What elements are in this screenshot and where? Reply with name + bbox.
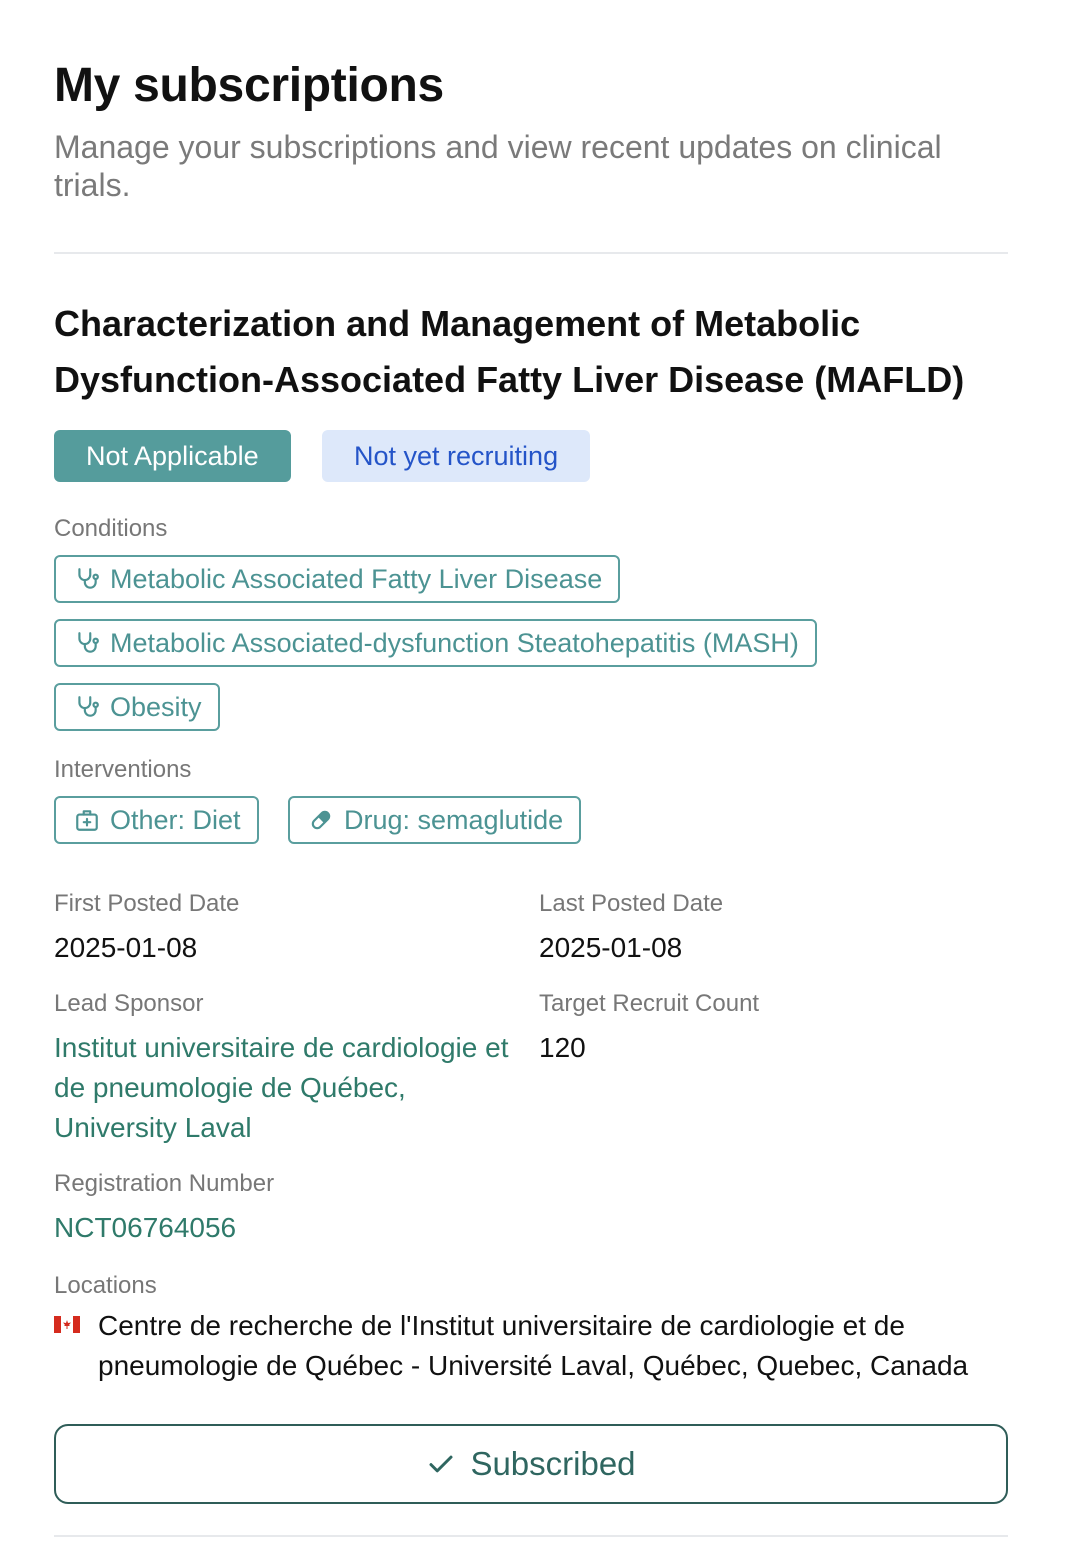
trial-title[interactable]: Characterization and Management of Metabolic Dysfunction-Associated Fatty Liver Disease (MAFLD) <box>54 303 965 400</box>
interventions-label: Interventions <box>54 756 192 783</box>
page-subtitle: Manage your subscriptions and view recent updates on clinical trials. <box>54 129 942 203</box>
last-posted-value: 2025-01-08 <box>539 932 683 963</box>
last-posted-label: Last Posted Date <box>539 890 724 917</box>
lead-sponsor-label: Lead Sponsor <box>54 990 204 1017</box>
condition-chip[interactable] <box>54 683 220 731</box>
subscribed-button[interactable] <box>54 1424 1008 1504</box>
condition-chip[interactable] <box>54 619 817 667</box>
registration-number-link[interactable]: NCT06764056 <box>54 1212 237 1243</box>
lead-sponsor-link[interactable]: Institut universitaire de cardiologie et de pneumologie de Québec, University Laval <box>54 1032 509 1143</box>
page-title: My subscriptions <box>54 59 444 112</box>
stethoscope-icon <box>74 694 100 720</box>
condition-label: Obesity <box>110 692 202 722</box>
first-posted-value: 2025-01-08 <box>54 932 198 963</box>
canada-flag-icon <box>54 1316 80 1333</box>
phase-badge: Not Applicable <box>54 430 291 482</box>
intervention-chip[interactable] <box>54 796 259 844</box>
card-divider <box>54 1535 1008 1537</box>
registration-label: Registration Number <box>54 1170 275 1197</box>
target-recruit-label: Target Recruit Count <box>539 990 760 1017</box>
intervention-label: Other: Diet <box>110 805 241 835</box>
stethoscope-icon <box>74 630 100 656</box>
stethoscope-icon <box>74 566 100 592</box>
location-item <box>54 1306 1008 1386</box>
check-icon <box>426 1449 456 1479</box>
intervention-chip[interactable] <box>288 796 581 844</box>
intervention-label: Drug: semaglutide <box>344 805 564 835</box>
first-posted-label: First Posted Date <box>54 890 240 917</box>
subscribed-button-label: Subscribed <box>470 1445 636 1482</box>
location-text: Centre de recherche de l'Institut universitaire de cardiologie et de pneumologie de Québec - Université Laval, Québec, Quebec, Canada <box>98 1310 969 1381</box>
conditions-label: Conditions <box>54 515 168 542</box>
locations-label: Locations <box>54 1272 157 1299</box>
target-recruit-value: 120 <box>539 1032 586 1063</box>
condition-chip[interactable] <box>54 555 620 603</box>
condition-label: Metabolic Associated Fatty Liver Disease <box>110 564 603 594</box>
condition-label: Metabolic Associated-dysfunction Steatohepatitis (MASH) <box>110 628 799 658</box>
status-badge: Not yet recruiting <box>322 430 590 482</box>
first-aid-kit-icon <box>74 807 100 833</box>
header-divider <box>54 252 1008 254</box>
pill-icon <box>308 807 334 833</box>
